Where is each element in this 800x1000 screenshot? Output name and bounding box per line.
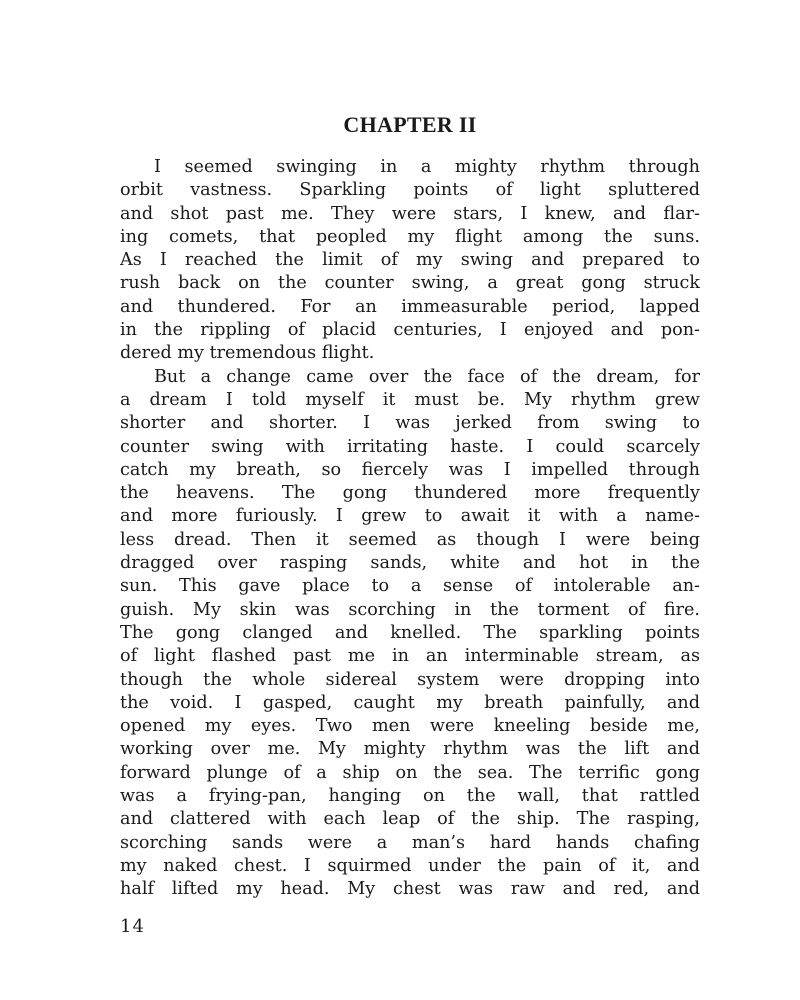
text-line: working over me. My mighty rhythm was the lift and (120, 739, 700, 760)
text-line: The gong clanged and knelled. The sparkling points (120, 622, 700, 643)
text-line: ing comets, that peopled my flight among the suns. (120, 226, 700, 247)
body-text (120, 156, 700, 902)
text-line: sun. This gave place to a sense of intolerable an- (120, 576, 700, 597)
text-line: opened my eyes. Two men were kneeling beside me, (120, 716, 700, 737)
text-line: the void. I gasped, caught my breath painfully, and (120, 692, 700, 713)
text-line: orbit vastness. Sparkling points of light spluttered (120, 180, 700, 201)
text-line: in the rippling of placid centuries, I enjoyed and pon- (120, 320, 700, 341)
text-line: half lifted my head. My chest was raw and red, and (120, 879, 700, 900)
text-line: less dread. Then it seemed as though I were being (120, 529, 700, 550)
text-line: I seemed swinging in a mighty rhythm through (154, 157, 700, 177)
text-line: the heavens. The gong thundered more frequently (120, 483, 700, 504)
text-line: was a frying-pan, hanging on the wall, that rattled (120, 786, 700, 807)
text-line: my naked chest. I squirmed under the pain of it, and (120, 855, 700, 876)
text-line: dragged over rasping sands, white and hot in the (120, 553, 700, 574)
page-number: 14 (120, 916, 145, 937)
text-line: rush back on the counter swing, a great gong struck (120, 273, 700, 294)
text-line: But a change came over the face of the dream, for (154, 366, 700, 387)
text-line: though the whole sidereal system were dropping into (120, 669, 700, 690)
text-line: and shot past me. They were stars, I knew, and flar- (120, 203, 700, 224)
text-line: scorching sands were a man’s hard hands chafing (120, 832, 700, 853)
text-line: guish. My skin was scorching in the torment of fire. (120, 599, 700, 620)
text-line: forward plunge of a ship on the sea. The terrific gong (120, 762, 700, 783)
text-line: counter swing with irritating haste. I could scarcely (120, 436, 700, 457)
text-line: and more furiously. I grew to await it with a name- (120, 506, 700, 527)
text-line: As I reached the limit of my swing and prepared to (120, 250, 700, 271)
text-line: dered my tremendous flight. (120, 343, 375, 364)
text-line: shorter and shorter. I was jerked from swing to (120, 413, 700, 434)
text-line: a dream I told myself it must be. My rhythm grew (120, 389, 700, 410)
text-line: and clattered with each leap of the ship. The rasping, (120, 809, 700, 830)
chapter-title: CHAPTER II (343, 112, 477, 137)
text-line: and thundered. For an immeasurable period, lapped (120, 296, 700, 317)
text-line: catch my breath, so fiercely was I impelled through (120, 459, 700, 480)
text-line: of light flashed past me in an interminable stream, as (120, 646, 700, 667)
